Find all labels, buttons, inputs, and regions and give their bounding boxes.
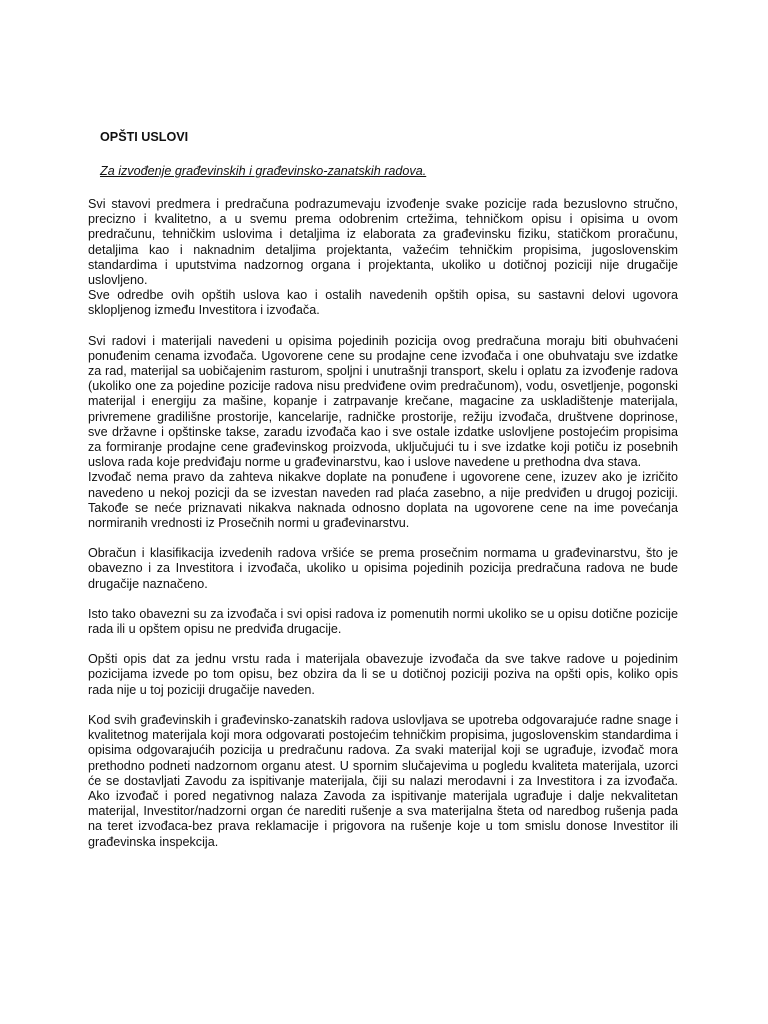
paragraph-text: Opšti opis dat za jednu vrstu rada i materijala obavezuje izvođača da sve takve radove u pojedinim pozicijama izvede po tom opisu, bez obzira da li se u dotičnoj poziciji poziva na opšti opis, koliko opis rada nije u toj poziciji drugačije naveden. xyxy=(88,652,678,697)
paragraph xyxy=(88,197,678,319)
paragraph-text: Sve odredbe ovih opštih uslova kao i ostalih navedenih opštih opisa, su sastavni delovi ugovora sklopljenog između Investitora i izvođača. xyxy=(88,288,678,318)
paragraph xyxy=(88,652,678,698)
paragraph-text: Isto tako obavezni su za izvođača i svi opisi radova iz pomenutih normi ukoliko se u opisu dotične pozicije rada ili u opštem opisu ne predviđa drugacije. xyxy=(88,606,678,637)
paragraph xyxy=(88,607,678,637)
paragraph-text: Svi radovi i materijali navedeni u opisima pojedinih pozicija ovog predračuna moraju biti obuhvaćeni ponuđenim cenama izvođača. Ugovorene cene su prodajne cene izvođača i one obuhvataju sve izdatke za rad, materijal sa uobičajenim rasturom, spoljni i unutrašnji transport, skelu i oplatu za izvođenje radova (ukoliko one za pojedine pozicije radova nisu predviđene ovim predračunom), vodu, osvetljenje, pogonski materijal i energiju za mašine, kopanje i zatrpavanje krečane, magacine za uskladištenje materijala, privremene gradilišne prostorije, kancelarije, radničke prostorije, režiju izvođača, društvene doprinose, sve državne i opštinske takse, zaradu izvođača kao i sve ostale izdatke uslovljene postojećim propisima za formiranje prodajne cene građevinskog proizvoda, uključujući tu i sve izdatke koji potiču iz posebnih uslova rada koje predviđaju norme u građevinarstvu, kao i uslove navedene u prethodna dva stava. xyxy=(88,333,678,470)
paragraph-text: Izvođač nema pravo da zahteva nikakve doplate na ponuđene i ugovorene cene, izuzev ako je izričito navedeno u nekoj pozicji da se izvestan naveden rad plaća zasebno, a nije predviđen u drugoj poziciji. Takođe se neće priznavati nikakva naknada odnosno doplata na ugovorene cene na ime povećanja normiranih vrednosti iz Prosečnih normi u građevinarstvu. xyxy=(88,470,678,531)
paragraph xyxy=(88,713,678,850)
paragraph xyxy=(88,334,678,532)
document-subtitle: Za izvođenje građevinskih i građevinsko-zanatskih radova. xyxy=(100,164,427,178)
paragraph xyxy=(88,546,678,592)
paragraph-text: Svi stavovi predmera i predračuna podrazumevaju izvođenje svake pozicije rada bezuslovno stručno, precizno i kvalitetno, a u svemu prema odobrenim crtežima, tehničkom opisu i opisima u ovom predračunu, tehničkim uslovima i detaljima iz elaborata za građevinsku fiziku, statičkom proračunu, detaljima kao i naknadnim detaljima projektanta, važećim tehničkim propisima, jugoslovenskim standardima i uputstvima nadzornog organa i projektanta, ukoliko u dotičnoj poziciji nije drugačije uslovljeno. xyxy=(88,197,678,288)
paragraph-text: Kod svih građevinskih i građevinsko-zanatskih radova uslovljava se upotreba odgovarajuće radne snage i kvalitetnog materijala koji mora odgovarati postojećim tehničkim propisima, jugoslovenskim standardima i opisima odgovarajućih pozicija u predračunu radova. Za svaki materijal koji se ugrađuje, izvođač mora prethodno podneti nadzornom organu atest. U spornim slučajevima u pogledu kvaliteta materijala, uzorci će se dostavljati Zavodu za ispitivanje materijala, čiji su nalazi merodavni i za Investitora i za izvođača. Ako izvođač i pored negativnog nalaza Zavoda za ispitivanje materijala ugrađuje i dalje nekvalitetan materijal, Investitor/nadzorni organ će narediti rušenje a sva materijalna šteta od naredbog rušenja pada na teret izvođaca-bez prava reklamacije i prigovora na rušenje koje u tom smislu donose Investitor ili građevinska inspekcija. xyxy=(88,712,678,849)
document-page xyxy=(88,130,678,865)
paragraph-list xyxy=(88,197,678,850)
paragraph-text: Obračun i klasifikacija izvedenih radova vršiće se prema prosečnim normama u građevinarstvu, što je obavezno i za Investitora i izvođača, ukoliko u opisima pojedinih pozicija predračuna radova ne bude drugačije naznačeno. xyxy=(88,546,678,591)
document-title: OPŠTI USLOVI xyxy=(100,130,189,144)
